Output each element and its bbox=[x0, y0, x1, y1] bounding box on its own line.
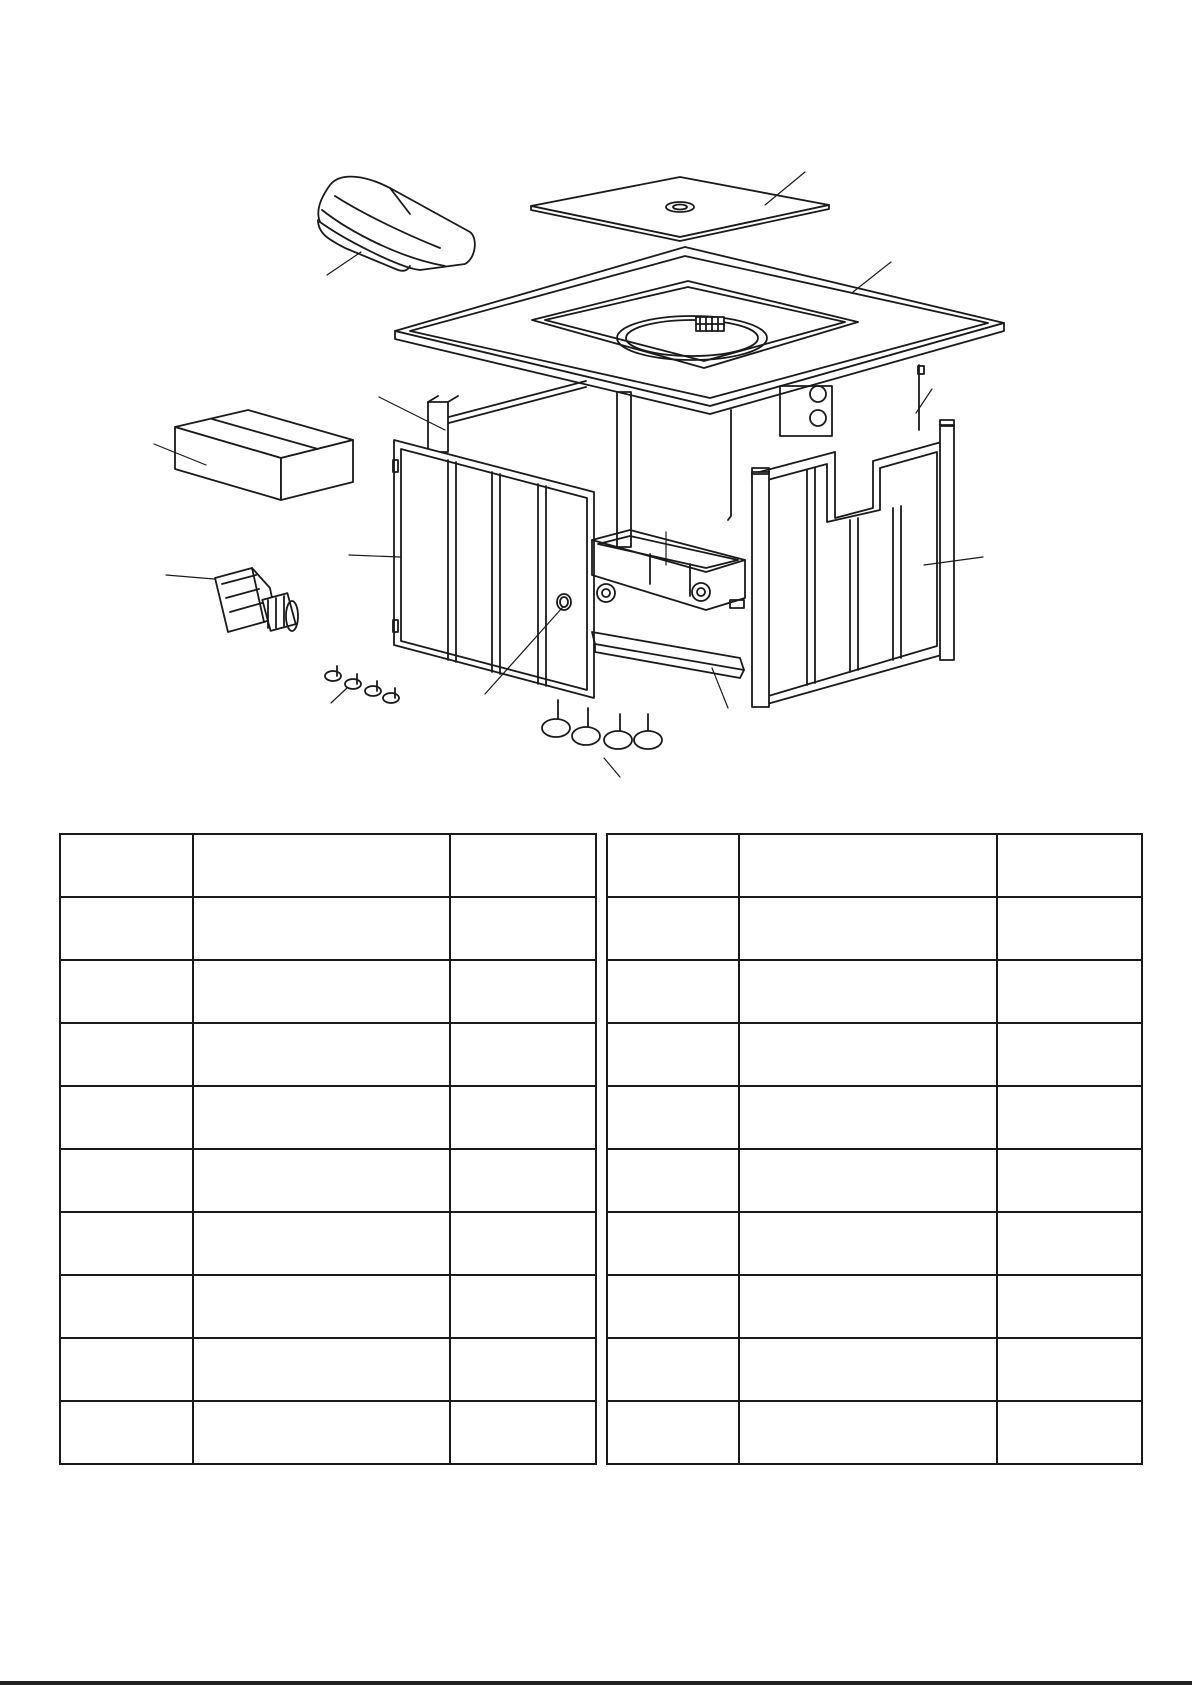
table-row bbox=[60, 1212, 596, 1275]
table-row bbox=[607, 834, 1142, 897]
table-row bbox=[60, 1338, 596, 1401]
table-row bbox=[60, 1401, 596, 1464]
table-row bbox=[60, 1023, 596, 1086]
table-row bbox=[60, 960, 596, 1023]
lid-cover-part bbox=[531, 177, 829, 241]
table-row bbox=[607, 1149, 1142, 1212]
table-row bbox=[60, 1275, 596, 1338]
large-feet-part bbox=[542, 700, 662, 749]
tabletop-frame-part bbox=[395, 247, 1004, 414]
table-row bbox=[607, 1401, 1142, 1464]
parts-list-table-right bbox=[606, 833, 1143, 1465]
table-row bbox=[607, 897, 1142, 960]
page-bottom-rule bbox=[0, 1681, 1192, 1685]
protective-cover-part bbox=[318, 177, 475, 271]
table-row bbox=[607, 1023, 1142, 1086]
burner-tray-part bbox=[592, 530, 745, 678]
table-row bbox=[60, 897, 596, 960]
hardware-box-part bbox=[175, 410, 353, 500]
adapter-fitting-part bbox=[215, 568, 298, 632]
table-row bbox=[607, 1086, 1142, 1149]
table-row bbox=[607, 1275, 1142, 1338]
right-side-panel-part bbox=[752, 420, 954, 707]
table-row bbox=[60, 1149, 596, 1212]
table-row bbox=[607, 1338, 1142, 1401]
table-row bbox=[607, 1212, 1142, 1275]
table-row bbox=[60, 834, 596, 897]
table-row bbox=[607, 960, 1142, 1023]
left-door-panel-part bbox=[393, 440, 594, 698]
exploded-parts-diagram bbox=[0, 0, 1192, 820]
table-row bbox=[60, 1086, 596, 1149]
parts-list-table-left bbox=[59, 833, 597, 1465]
